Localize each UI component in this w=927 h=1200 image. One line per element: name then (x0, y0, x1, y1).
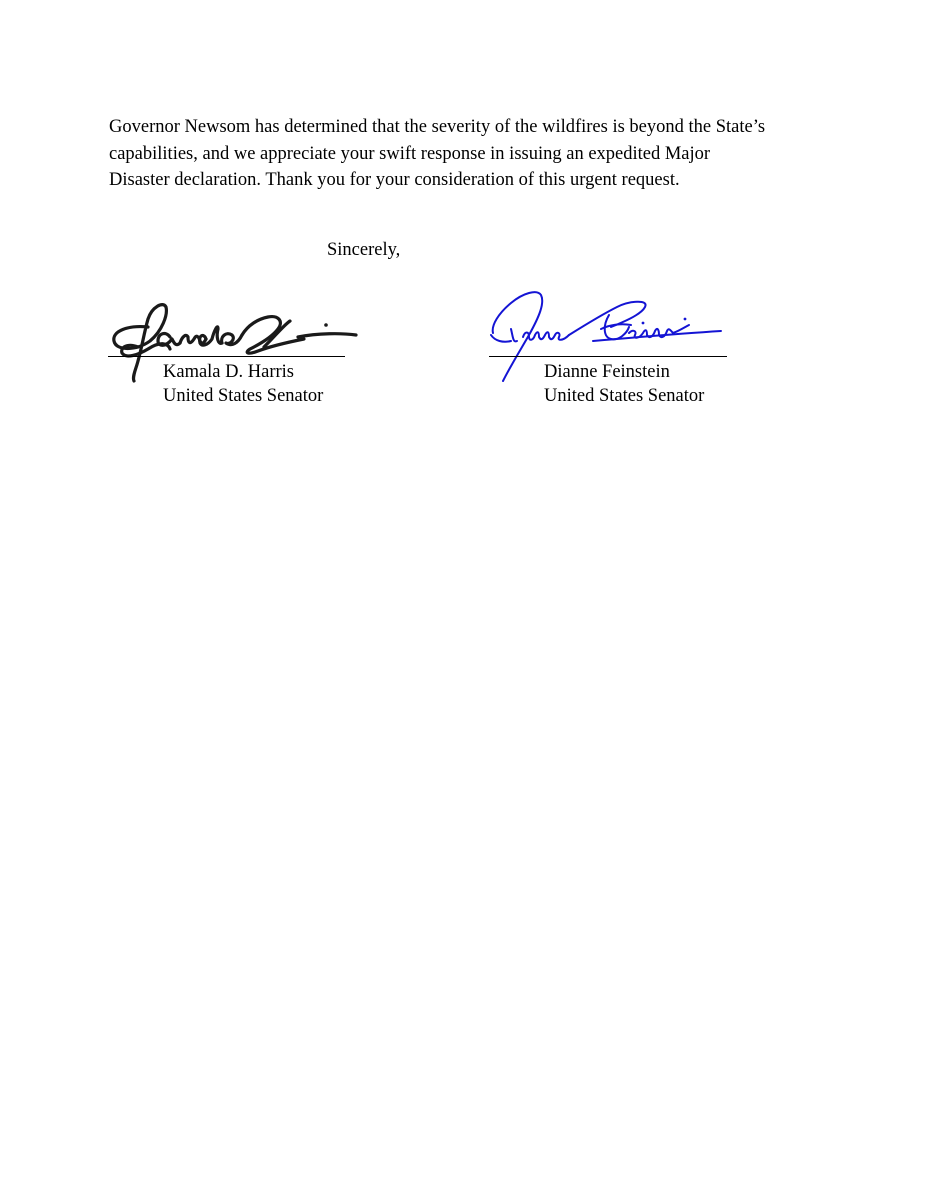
signature-line (108, 356, 345, 357)
letter-body-paragraph (109, 114, 829, 194)
signer-name: Kamala D. Harris (163, 362, 294, 382)
signature-block-harris (108, 285, 368, 415)
signer-title: United States Senator (163, 386, 324, 406)
letter-closing: Sincerely, (327, 240, 401, 260)
body-line: capabilities, and we appreciate your swift response in issuing an expedited Major (109, 143, 711, 164)
signer-title: United States Senator (544, 386, 705, 406)
signer-name: Dianne Feinstein (544, 362, 670, 382)
body-line: Governor Newsom has determined that the severity of the wildfires is beyond the State’s (109, 117, 766, 137)
signature-block-feinstein (489, 285, 749, 415)
body-line: Disaster declaration. Thank you for your consideration of this urgent request. (109, 170, 680, 190)
signature-line (489, 356, 727, 357)
